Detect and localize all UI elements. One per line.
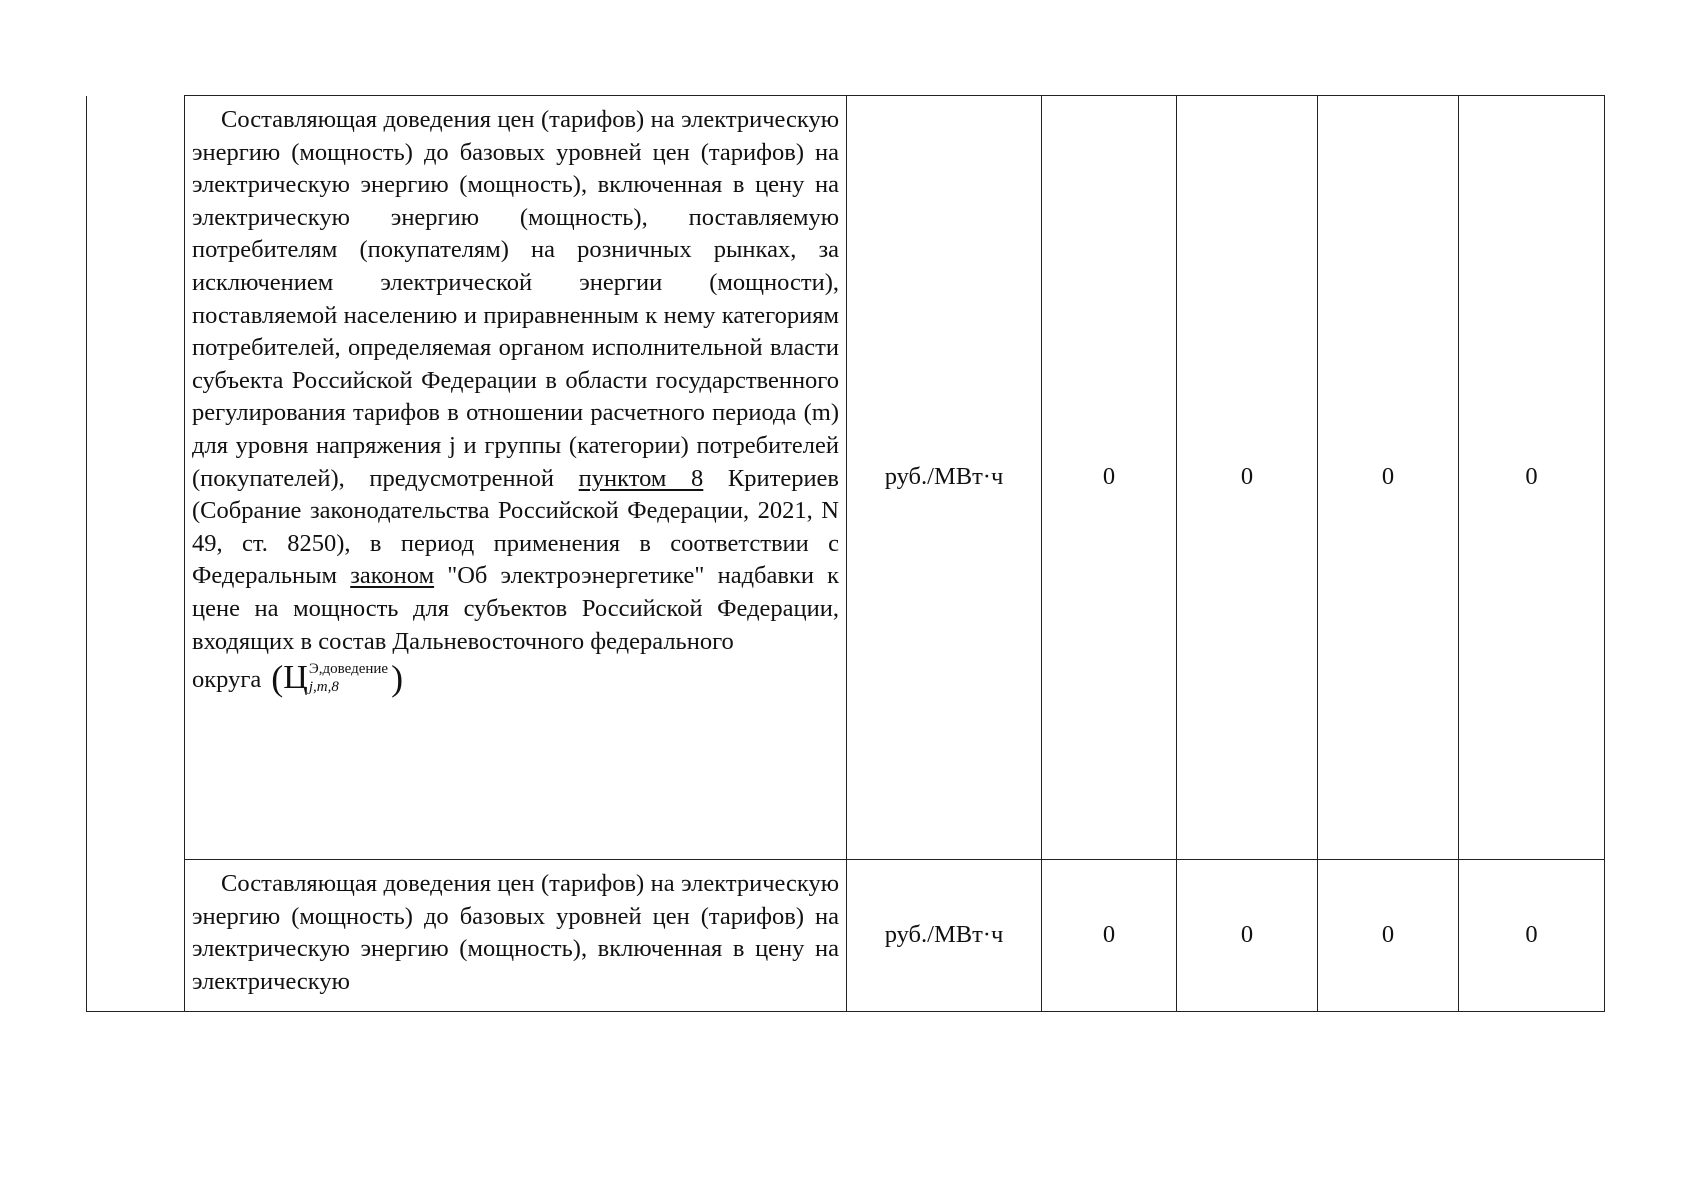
value-cell: 0 xyxy=(1177,860,1318,1012)
value-cell: 0 xyxy=(1042,96,1177,860)
unit-cell: руб./МВт·ч xyxy=(847,860,1042,1012)
last-word: округа xyxy=(192,665,262,693)
table-row xyxy=(87,860,1605,1012)
description-text: Составляющая доведения цен (тарифов) на электрическую энергию (мощность) до базовых уровней цен (тарифов) на электрическую энергию (мощность), включенная в цену на электрическую энергию (мощность), поставляемую потребителям (покупателям) на розничных рынках, за исключением электрической энергии (мощности), поставляемой населению и приравненным к нему категориям потребителей, определяемая органом исполнительной власти субъекта Российской Федерации в области государственного регулирования тарифов в отношении расчетного периода (m) для уровня напряжения j и группы (категории) потребителей (покупателей), предусмотренной пунктом 8 Критериев (Собрание законодательства Российской Федерации, 2021, N 49, ст. 8250), в период применения в соответствии с Федеральным законом "Об электроэнергетике" надбавки к цене на мощность для субъектов Российской Федерации, входящих в состав Дальневосточного федерального xyxy=(192,106,839,655)
price-formula: ( Ц Э,доведение j,m,8 ) xyxy=(271,658,404,699)
formula-superscript: Э,доведение xyxy=(308,661,389,678)
table-row xyxy=(87,96,1605,860)
value-cell: 0 xyxy=(1459,860,1605,1012)
description-text: Составляющая доведения цен (тарифов) на электрическую энергию (мощность) до базовых уровней цен (тарифов) на электрическую энергию (мощность), включенная в цену на электрическую xyxy=(192,870,839,995)
link-zakon[interactable]: законом xyxy=(350,562,435,590)
value-cell: 0 xyxy=(1318,860,1459,1012)
row-number-cell xyxy=(87,96,185,1012)
value-cell: 0 xyxy=(1177,96,1318,860)
formula-line xyxy=(192,658,839,699)
tariff-table xyxy=(86,95,1605,1012)
description-cell xyxy=(185,96,847,860)
value-cell: 0 xyxy=(1459,96,1605,860)
value-cell: 0 xyxy=(1042,860,1177,1012)
link-punkt-8[interactable]: пунктом 8 xyxy=(578,464,704,492)
description-cell xyxy=(185,860,847,1012)
value-cell: 0 xyxy=(1318,96,1459,860)
formula-indices xyxy=(309,660,388,696)
formula-subscript: j,m,8 xyxy=(308,679,339,696)
unit-cell: руб./МВт·ч xyxy=(847,96,1042,860)
formula-symbol: Ц xyxy=(283,659,308,697)
